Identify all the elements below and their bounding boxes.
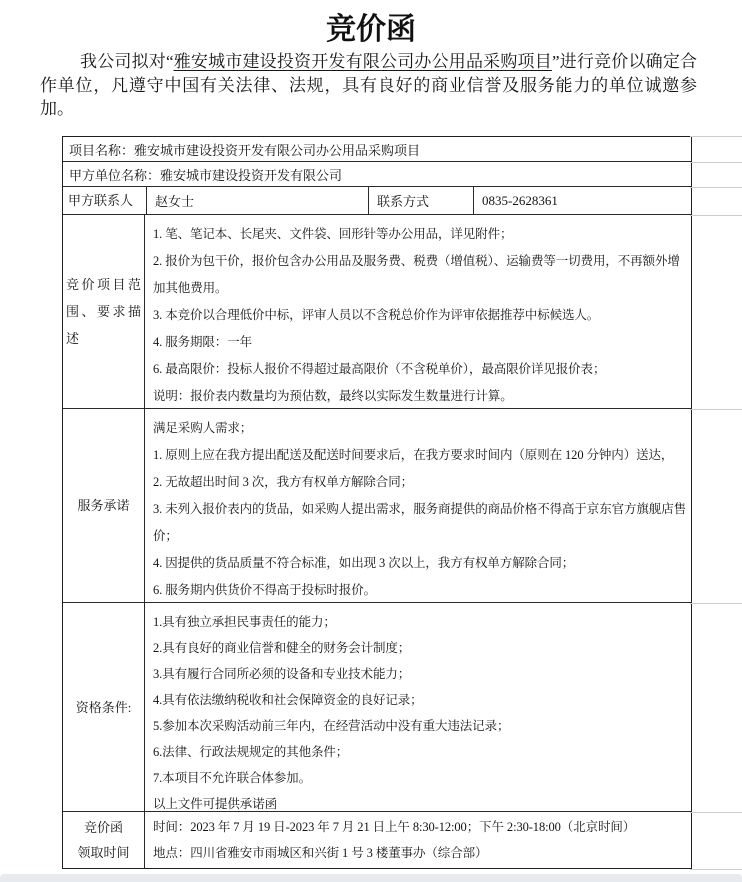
scan-artifact-line: [690, 603, 742, 604]
scan-artifact-line: [690, 869, 742, 870]
qualification-item: 7.本项目不允许联合体参加。: [153, 771, 311, 785]
scope-item: 6. 最高限价：投标人报价不得超过最高限价（不含税单价），最高限价详见报价表；: [153, 362, 606, 376]
service-content-cell: [145, 409, 691, 602]
party-a-cell: 甲方单位名称：雅安城市建设投资开发有限公司: [69, 167, 343, 183]
scope-item: 1. 笔、笔记本、长尾夹、文件袋、回形针等办公用品，详见附件；: [153, 227, 513, 241]
intro-prefix: 我公司拟对“: [80, 52, 174, 71]
document-title: 竞价函: [326, 13, 416, 46]
qualification-label-cell: 资格条件:: [63, 603, 145, 811]
contact-label-cell: 甲方联系人: [63, 187, 147, 214]
contact-name-cell: 赵女士: [147, 187, 369, 214]
contact-phone-cell: 0835-2628361: [482, 192, 558, 208]
pickup-label-cell: [63, 812, 145, 868]
row-service: [63, 408, 691, 602]
qualification-content-cell: [145, 603, 691, 811]
scope-item: 4. 服务期限：一年: [153, 335, 253, 349]
service-item: 满足采购人需求；: [153, 421, 253, 435]
qualification-item: 以上文件可提供承诺函: [153, 797, 278, 811]
service-label-cell: 服务承诺: [63, 409, 145, 602]
service-item: 4. 因提供的货品质量不符合标准，如出现 3 次以上，我方有权单方解除合同；: [153, 556, 575, 570]
scope-item: 2. 报价为包干价，报价包含办公用品及服务费、税费（增值税）、运输费等一切费用，不再额外增加其他费用。: [153, 254, 680, 295]
row-qualification: [63, 602, 691, 811]
contact-method-label-cell: 联系方式: [369, 187, 474, 214]
scope-item: 说明：报价表内数量均为预估数，最终以实际发生数量进行计算。: [153, 389, 513, 403]
scan-artifact-line: [690, 187, 742, 188]
qualification-item: 3.具有履行合同所必须的设备和专业技术能力；: [153, 667, 411, 681]
row-scope: [63, 214, 691, 408]
qualification-item: 6.法律、行政法规规定的其他条件；: [153, 745, 349, 759]
intro-paragraph: [40, 50, 697, 121]
service-item: 6. 服务期内供货价不得高于投标时报价。: [153, 583, 377, 597]
pickup-content-cell: [145, 812, 691, 868]
scan-bottom-edge: [0, 874, 742, 882]
qualification-item: 2.具有良好的商业信誉和健全的财务会计制度；: [153, 641, 411, 655]
scan-artifact-line: [690, 162, 742, 163]
scan-artifact-line: [690, 136, 742, 137]
project-name-underlined: 雅安城市建设投资开发有限公司办公用品采购项目: [173, 52, 552, 71]
qualification-item: 4.具有依法缴纳税收和社会保障资金的良好记录；: [153, 693, 423, 707]
row-pickup-time: [63, 811, 691, 868]
pickup-time: 时间：2023 年 7 月 19 日-2023 年 7 月 21 日上午 8:30-12:00；下午 2:30-18:00（北京时间）: [153, 820, 636, 834]
row-contact: [63, 186, 691, 214]
service-item: 1. 原则上应在我方提出配送及配送时间要求后，在我方要求时间内（原则在 120 分钟内）送达，: [153, 448, 674, 462]
pickup-label-line2: 领取时间: [77, 845, 130, 860]
scope-label-cell: 竞价项目范围、要求描述: [63, 215, 145, 408]
project-name-cell: 项目名称：雅安城市建设投资开发有限公司办公用品采购项目: [69, 142, 421, 158]
qualification-item: 1.具有独立承担民事责任的能力；: [153, 615, 336, 629]
scan-artifact-line: [690, 215, 742, 216]
scope-item: 3. 本竞价以合理低价中标，评审人员以不含税总价作为评审依据推荐中标候选人。: [153, 308, 600, 322]
pickup-label-line1: 竞价函: [83, 820, 123, 835]
row-project-name: [63, 137, 691, 161]
scan-artifact-line: [690, 812, 742, 813]
pickup-place: 地点：四川省雅安市雨城区和兴街 1 号 3 楼董事办（综合部）: [153, 846, 488, 860]
service-item: 2. 无故超出时间 3 次，我方有权单方解除合同；: [153, 475, 414, 489]
qualification-item: 5.参加本次采购活动前三年内，在经营活动中没有重大违法记录；: [153, 719, 510, 733]
row-party-a: [63, 161, 691, 186]
scan-artifact-line: [690, 409, 742, 410]
service-item: 3. 未列入报价表内的货品，如采购人提出需求，服务商提供的商品价格不得高于京东官方旗舰店售价；: [153, 502, 687, 543]
scope-content-cell: [145, 215, 691, 408]
intro-suffix: ”进行竞价以确定合作单位，凡遵守中国有关法律、法规，具有良好的商业信誉及服务能力的单位诚邀参加。: [40, 52, 698, 118]
bid-table: [62, 136, 692, 869]
